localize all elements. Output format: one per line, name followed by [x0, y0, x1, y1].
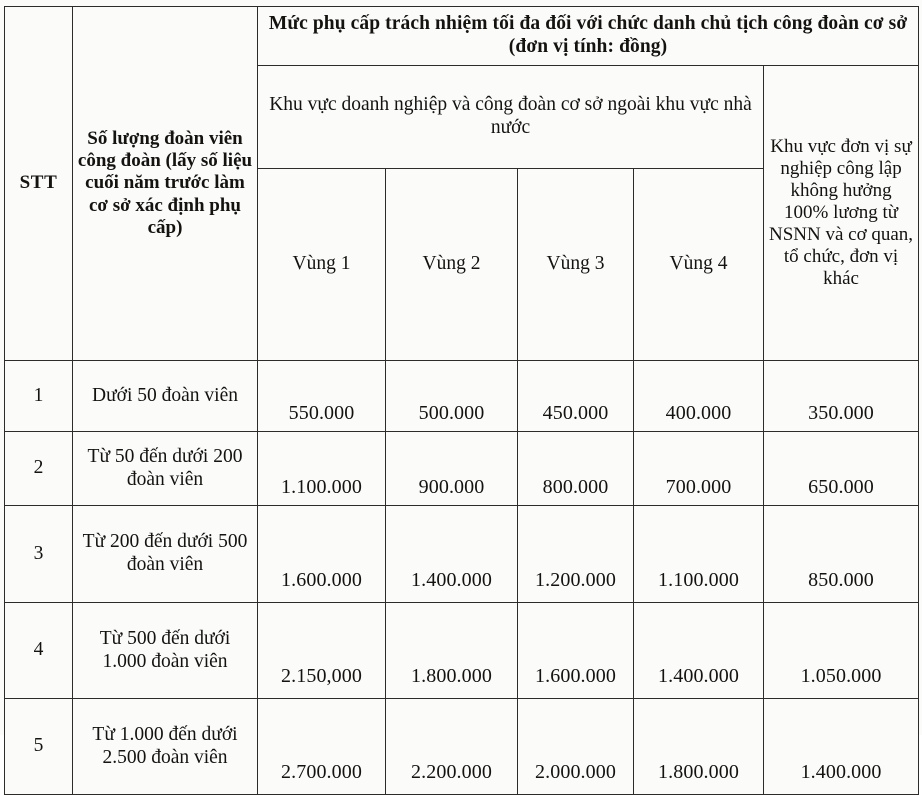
cell-public: 1.400.000: [764, 699, 919, 795]
cell-zone-1: 2.150,000: [258, 603, 386, 699]
cell-zone-4: 400.000: [634, 361, 764, 432]
table-row: [5, 432, 919, 506]
cell-zone-4: 1.800.000: [634, 699, 764, 795]
cell-zone-4: 1.100.000: [634, 506, 764, 603]
column-header-zone-1: Vùng 1: [258, 169, 386, 361]
cell-zone-3: 1.200.000: [518, 506, 634, 603]
cell-zone-2: 1.400.000: [386, 506, 518, 603]
cell-members: Từ 1.000 đến dưới 2.500 đoàn viên: [73, 699, 258, 795]
cell-zone-4: 1.400.000: [634, 603, 764, 699]
cell-zone-1: 1.100.000: [258, 432, 386, 506]
cell-stt: 5: [5, 699, 73, 795]
table-row: [5, 506, 919, 603]
cell-zone-2: 900.000: [386, 432, 518, 506]
cell-public: 850.000: [764, 506, 919, 603]
cell-stt: 1: [5, 361, 73, 432]
table-row: [5, 699, 919, 795]
cell-zone-1: 1.600.000: [258, 506, 386, 603]
cell-zone-2: 500.000: [386, 361, 518, 432]
cell-zone-3: 2.000.000: [518, 699, 634, 795]
column-header-stt: STT: [5, 7, 73, 361]
cell-zone-3: 1.600.000: [518, 603, 634, 699]
cell-members: Từ 200 đến dưới 500 đoàn viên: [73, 506, 258, 603]
cell-stt: 3: [5, 506, 73, 603]
cell-zone-1: 2.700.000: [258, 699, 386, 795]
allowance-table: [4, 6, 919, 795]
column-header-zone-3: Vùng 3: [518, 169, 634, 361]
cell-stt: 4: [5, 603, 73, 699]
cell-stt: 2: [5, 432, 73, 506]
cell-public: 1.050.000: [764, 603, 919, 699]
cell-zone-1: 550.000: [258, 361, 386, 432]
cell-zone-2: 2.200.000: [386, 699, 518, 795]
column-header-zone-2: Vùng 2: [386, 169, 518, 361]
cell-members: Từ 500 đến dưới 1.000 đoàn viên: [73, 603, 258, 699]
cell-public: 650.000: [764, 432, 919, 506]
cell-members: Từ 50 đến dưới 200 đoàn viên: [73, 432, 258, 506]
cell-members: Dưới 50 đoàn viên: [73, 361, 258, 432]
column-header-zone-4: Vùng 4: [634, 169, 764, 361]
cell-zone-4: 700.000: [634, 432, 764, 506]
cell-zone-3: 450.000: [518, 361, 634, 432]
table-main-header: Mức phụ cấp trách nhiệm tối đa đối với chức danh chủ tịch công đoàn cơ sở (đơn vị tính: đồng): [258, 7, 919, 66]
table-row: [5, 603, 919, 699]
cell-zone-3: 800.000: [518, 432, 634, 506]
group-header-enterprise-sector: Khu vực doanh nghiệp và công đoàn cơ sở ngoài khu vực nhà nước: [258, 66, 764, 169]
cell-public: 350.000: [764, 361, 919, 432]
group-header-public-sector: Khu vực đơn vị sự nghiệp công lập không hưởng 100% lương từ NSNN và cơ quan, tổ chức, đơn vị khác: [764, 66, 919, 361]
cell-zone-2: 1.800.000: [386, 603, 518, 699]
table-row: [5, 361, 919, 432]
table-header-row-title: [5, 7, 919, 66]
column-header-member-count: Số lượng đoàn viên công đoàn (lấy số liệu cuối năm trước làm cơ sở xác định phụ cấp): [73, 7, 258, 361]
